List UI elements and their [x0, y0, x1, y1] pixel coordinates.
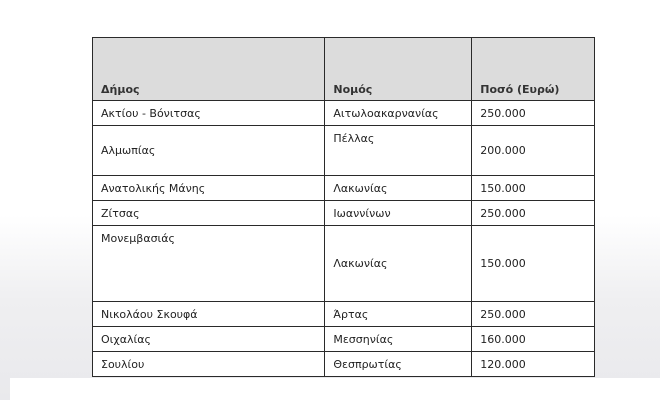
cell-amount: 150.000: [472, 176, 595, 201]
cell-municipality: Ζίτσας: [93, 201, 325, 226]
table-row: [93, 226, 595, 302]
table-row: [93, 176, 595, 201]
cell-prefecture: Θεσπρωτίας: [325, 352, 472, 377]
cell-prefecture: Λακωνίας: [325, 226, 472, 302]
cell-amount: 160.000: [472, 327, 595, 352]
cell-municipality: Σουλίου: [93, 352, 325, 377]
table-row: [93, 126, 595, 176]
cell-municipality: Μονεμβασιάς: [93, 226, 325, 302]
header-municipality: Δήμος: [93, 38, 325, 101]
cell-amount: 150.000: [472, 226, 595, 302]
table-row: [93, 302, 595, 327]
table-row: [93, 201, 595, 226]
cell-prefecture: Άρτας: [325, 302, 472, 327]
cell-prefecture: Πέλλας: [325, 126, 472, 176]
cell-prefecture: Λακωνίας: [325, 176, 472, 201]
cell-amount: 250.000: [472, 101, 595, 126]
cell-municipality: Ακτίου - Βόνιτσας: [93, 101, 325, 126]
cell-municipality: Αλμωπίας: [93, 126, 325, 176]
header-prefecture: Νομός: [325, 38, 472, 101]
cell-amount: 250.000: [472, 201, 595, 226]
funding-table: [92, 37, 595, 377]
table-header-row: [93, 38, 595, 101]
table-row: [93, 327, 595, 352]
cell-amount: 120.000: [472, 352, 595, 377]
cell-amount: 200.000: [472, 126, 595, 176]
cell-prefecture: Ιωαννίνων: [325, 201, 472, 226]
cell-amount: 250.000: [472, 302, 595, 327]
cell-municipality: Ανατολικής Μάνης: [93, 176, 325, 201]
bottom-panel: [10, 378, 660, 400]
cell-municipality: Οιχαλίας: [93, 327, 325, 352]
table-row: [93, 101, 595, 126]
cell-prefecture: Μεσσηνίας: [325, 327, 472, 352]
cell-municipality: Νικολάου Σκουφά: [93, 302, 325, 327]
header-amount: Ποσό (Ευρώ): [472, 38, 595, 101]
table-row: [93, 352, 595, 377]
cell-prefecture: Αιτωλοακαρνανίας: [325, 101, 472, 126]
